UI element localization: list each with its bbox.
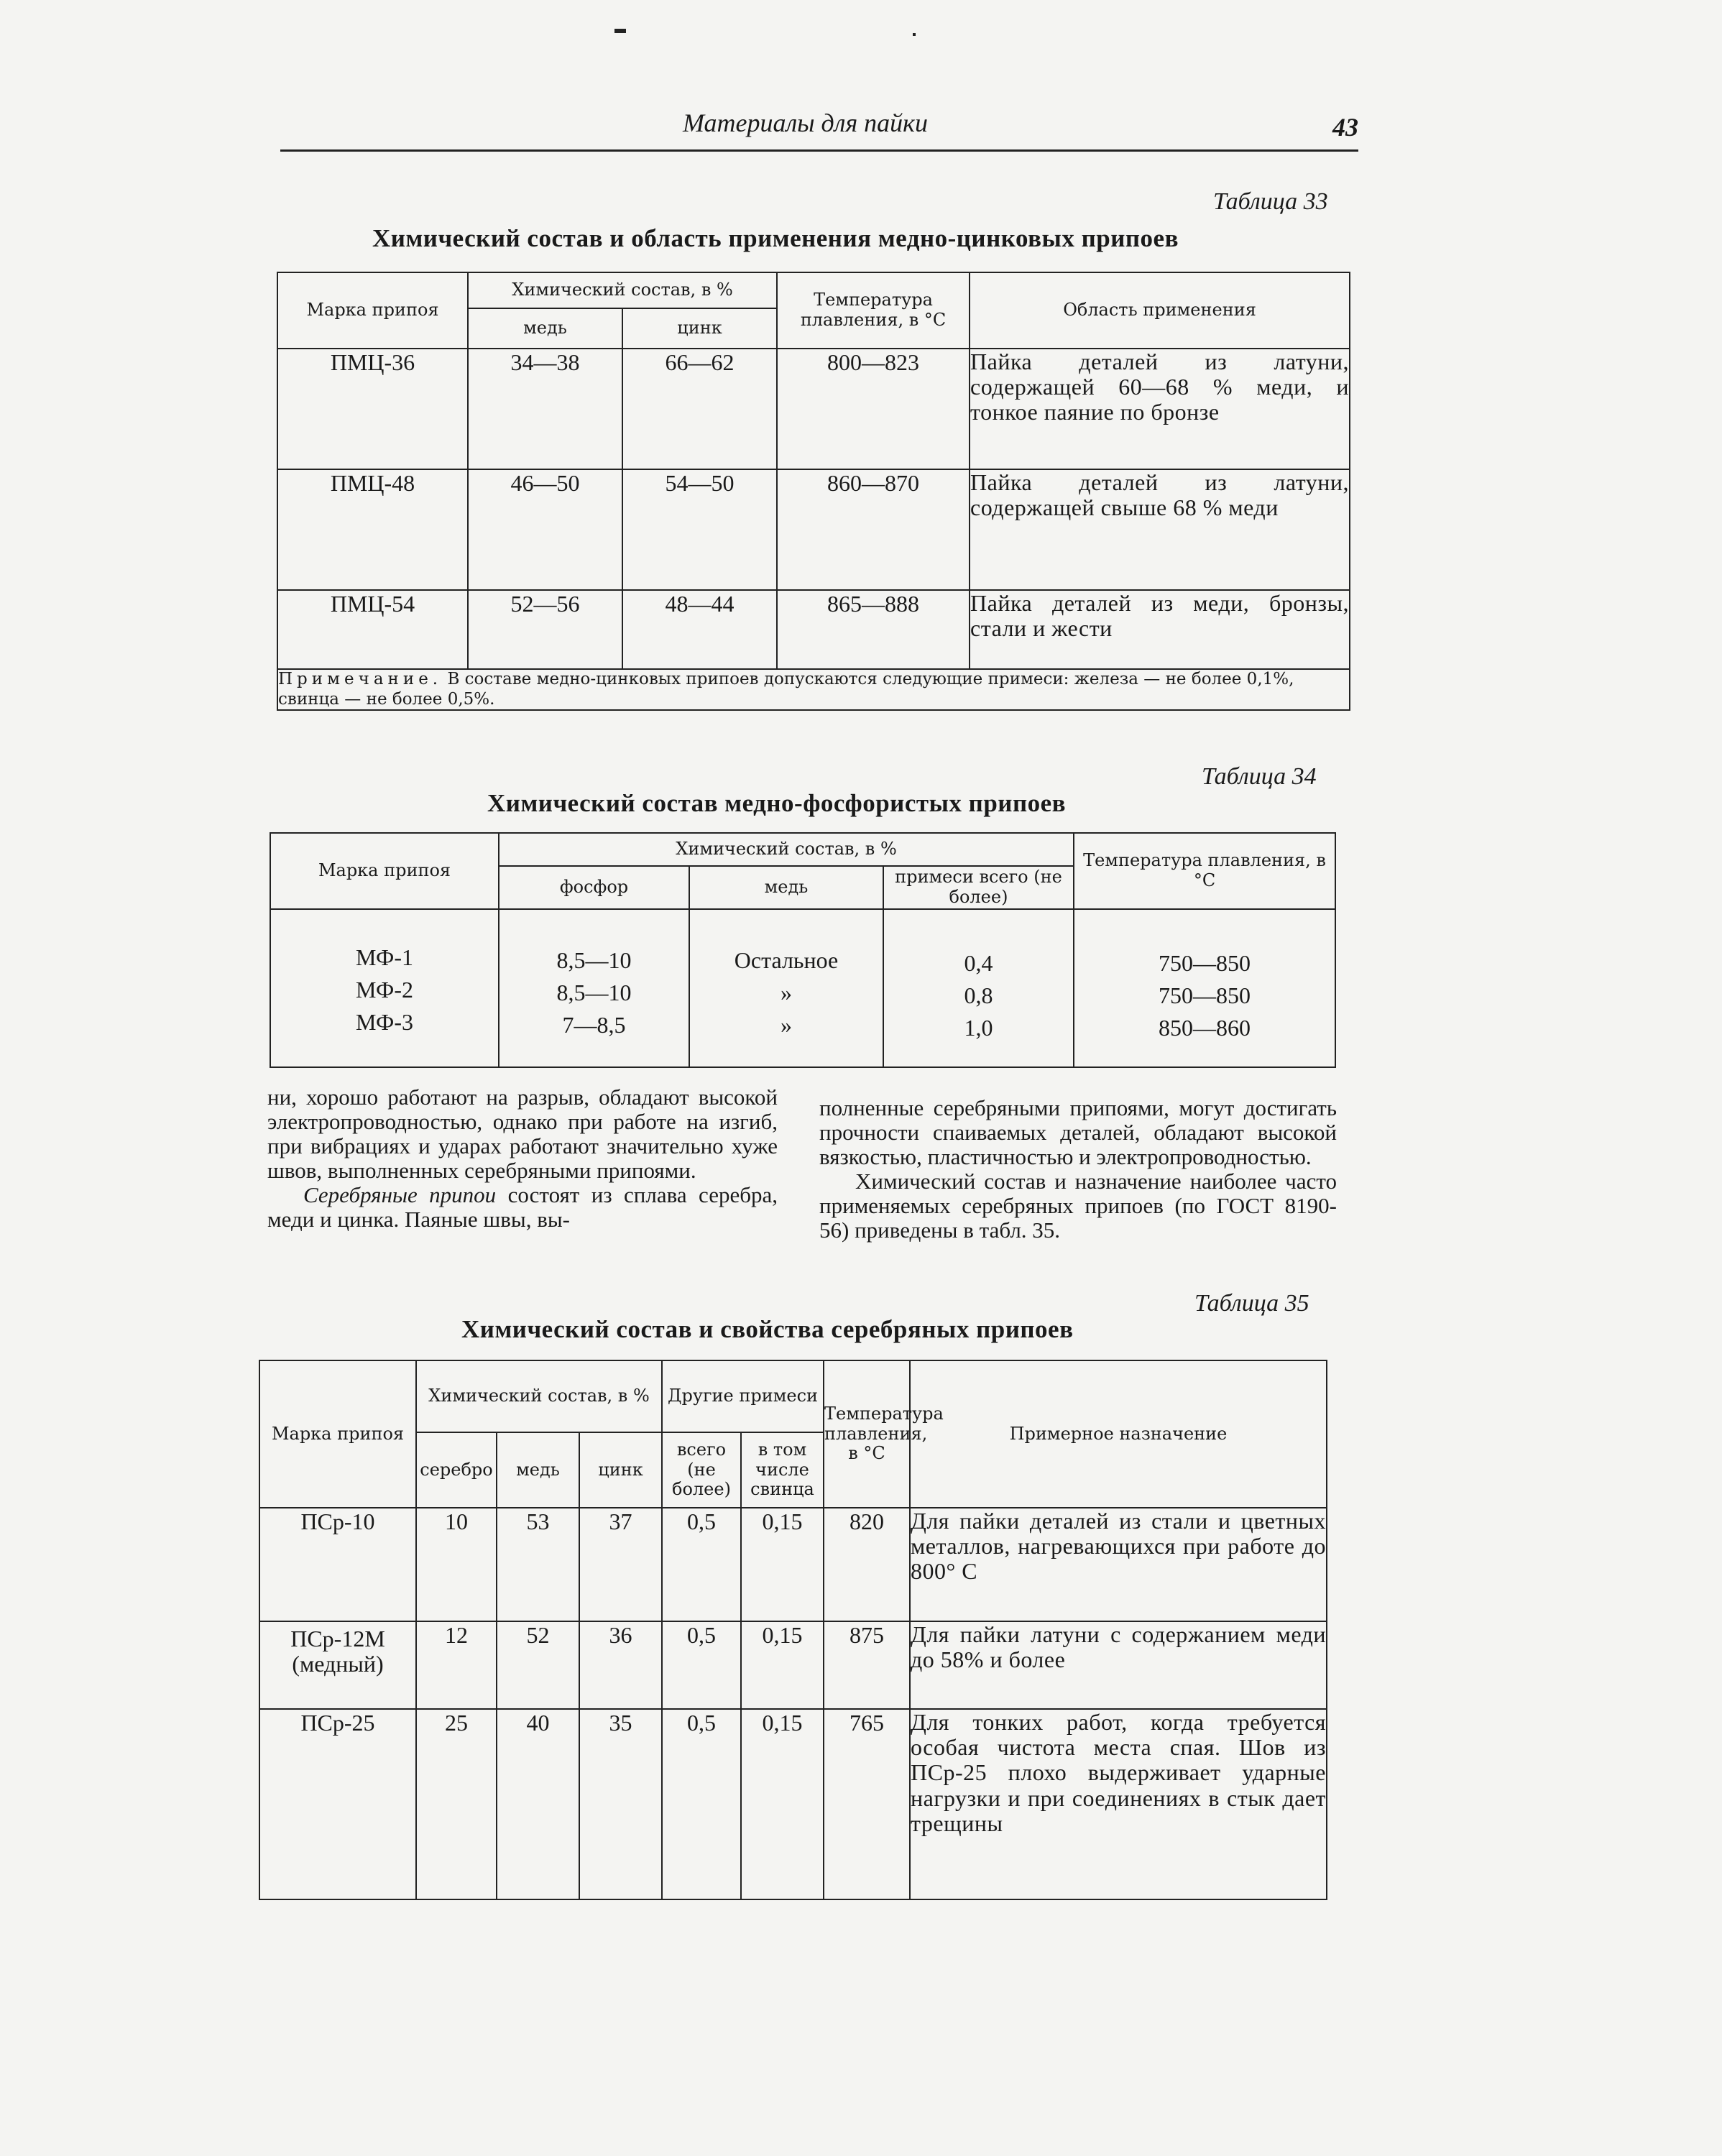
t33-grade: ПМЦ-54 (277, 590, 468, 669)
t35-copper: 52 (497, 1621, 579, 1709)
t35-header-total: всего (не более) (662, 1432, 741, 1508)
table-row (277, 349, 1350, 469)
t35-header-melting: Температура плавления, в °С (824, 1360, 910, 1508)
t34-header-copper: медь (689, 866, 883, 909)
t34-copper: » (781, 1011, 792, 1038)
t35-lead: 0,15 (741, 1621, 824, 1709)
t34-phosphorus: 8,5—10 (556, 947, 632, 973)
t35-header-other: Другие примеси (662, 1360, 824, 1432)
scan-speck (913, 33, 916, 36)
t35-silver: 12 (416, 1621, 497, 1709)
t34-phosphorus: 7—8,5 (562, 1011, 626, 1038)
t34-copper: » (781, 979, 792, 1005)
t35-total: 0,5 (662, 1709, 741, 1899)
t33-zinc: 48—44 (622, 590, 777, 669)
t33-application: Пайка деталей из латуни, содержащей свыше 68 % меди (970, 469, 1350, 590)
table33 (277, 272, 1350, 711)
t34-header-phosphorus: фосфор (499, 866, 689, 909)
t34-copper-cell (689, 909, 883, 1067)
t35-total: 0,5 (662, 1621, 741, 1709)
t35-lead: 0,15 (741, 1709, 824, 1899)
t35-purpose: Для тонких работ, когда требуется особая чистота места спая. Шов из ПСр-25 плохо выдерживает ударные нагрузки и при соединениях в стык дает трещины (910, 1709, 1327, 1899)
t33-note-row (277, 669, 1350, 710)
t35-grade: ПСр-10 (259, 1508, 416, 1621)
table-row (270, 909, 1335, 1067)
t35-header-zinc: цинк (579, 1432, 662, 1508)
t34-impurities: 0,8 (964, 982, 993, 1008)
t33-note-label: Примечание. (278, 670, 443, 688)
table33-title: Химический состав и область применения медно-цинковых припоев (372, 224, 1179, 252)
t35-header-grade: Марка припоя (259, 1360, 416, 1508)
running-header (280, 108, 1358, 151)
t34-impurities: 0,4 (964, 950, 993, 976)
t33-header-melting: Температура плавления, в °С (777, 272, 970, 349)
t35-melting: 765 (824, 1709, 910, 1899)
t35-silver: 10 (416, 1508, 497, 1621)
t35-header-purpose: Примерное назначение (910, 1360, 1327, 1508)
t35-grade: ПСр-25 (259, 1709, 416, 1899)
t33-note-text: В составе медно-цинковых припоев допускаются следующие примеси: железа — не более 0,1%, свинца — не более 0,5%. (278, 670, 1294, 709)
t34-phosphorus-cell (499, 909, 689, 1067)
table-row (259, 1709, 1327, 1899)
t33-copper: 34—38 (468, 349, 622, 469)
t34-grade: МФ-3 (356, 1008, 413, 1035)
t33-melting: 860—870 (777, 469, 970, 590)
term-silver-solders: Серебряные припои (303, 1182, 497, 1208)
t35-total: 0,5 (662, 1508, 741, 1621)
table35 (259, 1360, 1327, 1900)
t33-copper: 52—56 (468, 590, 622, 669)
t34-copper: Остальное (734, 947, 839, 973)
t33-melting: 800—823 (777, 349, 970, 469)
t33-copper: 46—50 (468, 469, 622, 590)
table35-title: Химический состав и свойства серебряных припоев (461, 1315, 1074, 1343)
t35-header-silver: серебро (416, 1432, 497, 1508)
t35-purpose: Для пайки латуни с содержанием меди до 58% и более (910, 1621, 1327, 1709)
t35-header-copper: медь (497, 1432, 579, 1508)
t35-header-lead: в том числе свинца (741, 1432, 824, 1508)
t35-copper: 40 (497, 1709, 579, 1899)
t34-grade-cell (270, 909, 499, 1067)
t35-header-composition: Химический состав, в % (416, 1360, 662, 1432)
table-row (259, 1508, 1327, 1621)
paragraph: Химический состав и назначение наиболее часто применяемых серебряных припоев (по ГОСТ 8190-56) приведены в табл. 35. (819, 1169, 1337, 1243)
paragraph (267, 1183, 778, 1232)
t33-application: Пайка деталей из меди, бронзы, стали и жести (970, 590, 1350, 669)
t33-zinc: 54—50 (622, 469, 777, 590)
table34-title: Химический состав медно-фосфористых припоев (487, 789, 1067, 817)
paragraph: ни, хорошо работают на разрыв, обладают высокой электропроводностью, однако при работе на изгиб, при вибрациях и ударах работают значительно хуже швов, выполненных серебряными припоями. (267, 1084, 778, 1184)
t34-melting: 850—860 (1159, 1014, 1251, 1041)
table33-label: Таблица 33 (1213, 188, 1328, 215)
running-title: Материалы для пайки (683, 109, 929, 137)
t35-zinc: 35 (579, 1709, 662, 1899)
page-number: 43 (1332, 113, 1358, 142)
t35-zinc: 37 (579, 1508, 662, 1621)
t33-application: Пайка деталей из латуни, содержащей 60—68 % меди, и тонкое паяние по бронзе (970, 349, 1350, 469)
t34-melting: 750—850 (1159, 950, 1251, 976)
table-row (277, 469, 1350, 590)
table-row (277, 590, 1350, 669)
header-rule (280, 149, 1358, 152)
t34-impurities-cell (883, 909, 1074, 1067)
t35-melting: 875 (824, 1621, 910, 1709)
t34-header-grade: Марка припоя (270, 833, 499, 909)
t33-header-composition: Химический состав, в % (468, 272, 777, 308)
t33-header-copper: медь (468, 308, 622, 349)
table34-label: Таблица 34 (1202, 763, 1317, 790)
t35-copper: 53 (497, 1508, 579, 1621)
t33-melting: 865—888 (777, 590, 970, 669)
t33-note (277, 669, 1350, 710)
t34-grade: МФ-1 (356, 944, 413, 970)
t35-melting: 820 (824, 1508, 910, 1621)
table-row (259, 1621, 1327, 1709)
t33-grade: ПМЦ-36 (277, 349, 468, 469)
t33-header-grade: Марка припоя (277, 272, 468, 349)
t34-melting: 750—850 (1159, 982, 1251, 1008)
t35-zinc: 36 (579, 1621, 662, 1709)
t33-zinc: 66—62 (622, 349, 777, 469)
table34 (270, 832, 1336, 1068)
t33-header-zinc: цинк (622, 308, 777, 349)
t33-header-application: Область применения (970, 272, 1350, 349)
body-column-right (819, 1096, 1337, 1243)
t34-grade: МФ-2 (356, 976, 413, 1003)
paragraph: полненные серебряными припоями, могут достигать прочности спаиваемых деталей, обладают высокой вязкостью, пластичностью и электропроводностью. (819, 1095, 1337, 1170)
paragraph-text: состоят из сплава серебра, меди и цинка. Паяные швы, вы- (267, 1182, 778, 1233)
t35-lead: 0,15 (741, 1508, 824, 1621)
t33-grade: ПМЦ-48 (277, 469, 468, 590)
t35-silver: 25 (416, 1709, 497, 1899)
t35-grade: ПСр-12М (медный) (259, 1621, 416, 1709)
t34-phosphorus: 8,5—10 (556, 979, 632, 1005)
t34-header-melting: Температура плавления, в °С (1074, 833, 1335, 909)
t34-melting-cell (1074, 909, 1335, 1067)
table35-label: Таблица 35 (1194, 1290, 1309, 1317)
t34-header-impurities: примеси всего (не более) (883, 866, 1074, 909)
body-column-left (267, 1085, 778, 1233)
scan-speck (614, 29, 626, 33)
t35-purpose: Для пайки деталей из стали и цветных металлов, нагревающихся при работе до 800° С (910, 1508, 1327, 1621)
t34-impurities: 1,0 (964, 1014, 993, 1041)
t34-header-composition: Химический состав, в % (499, 833, 1074, 866)
